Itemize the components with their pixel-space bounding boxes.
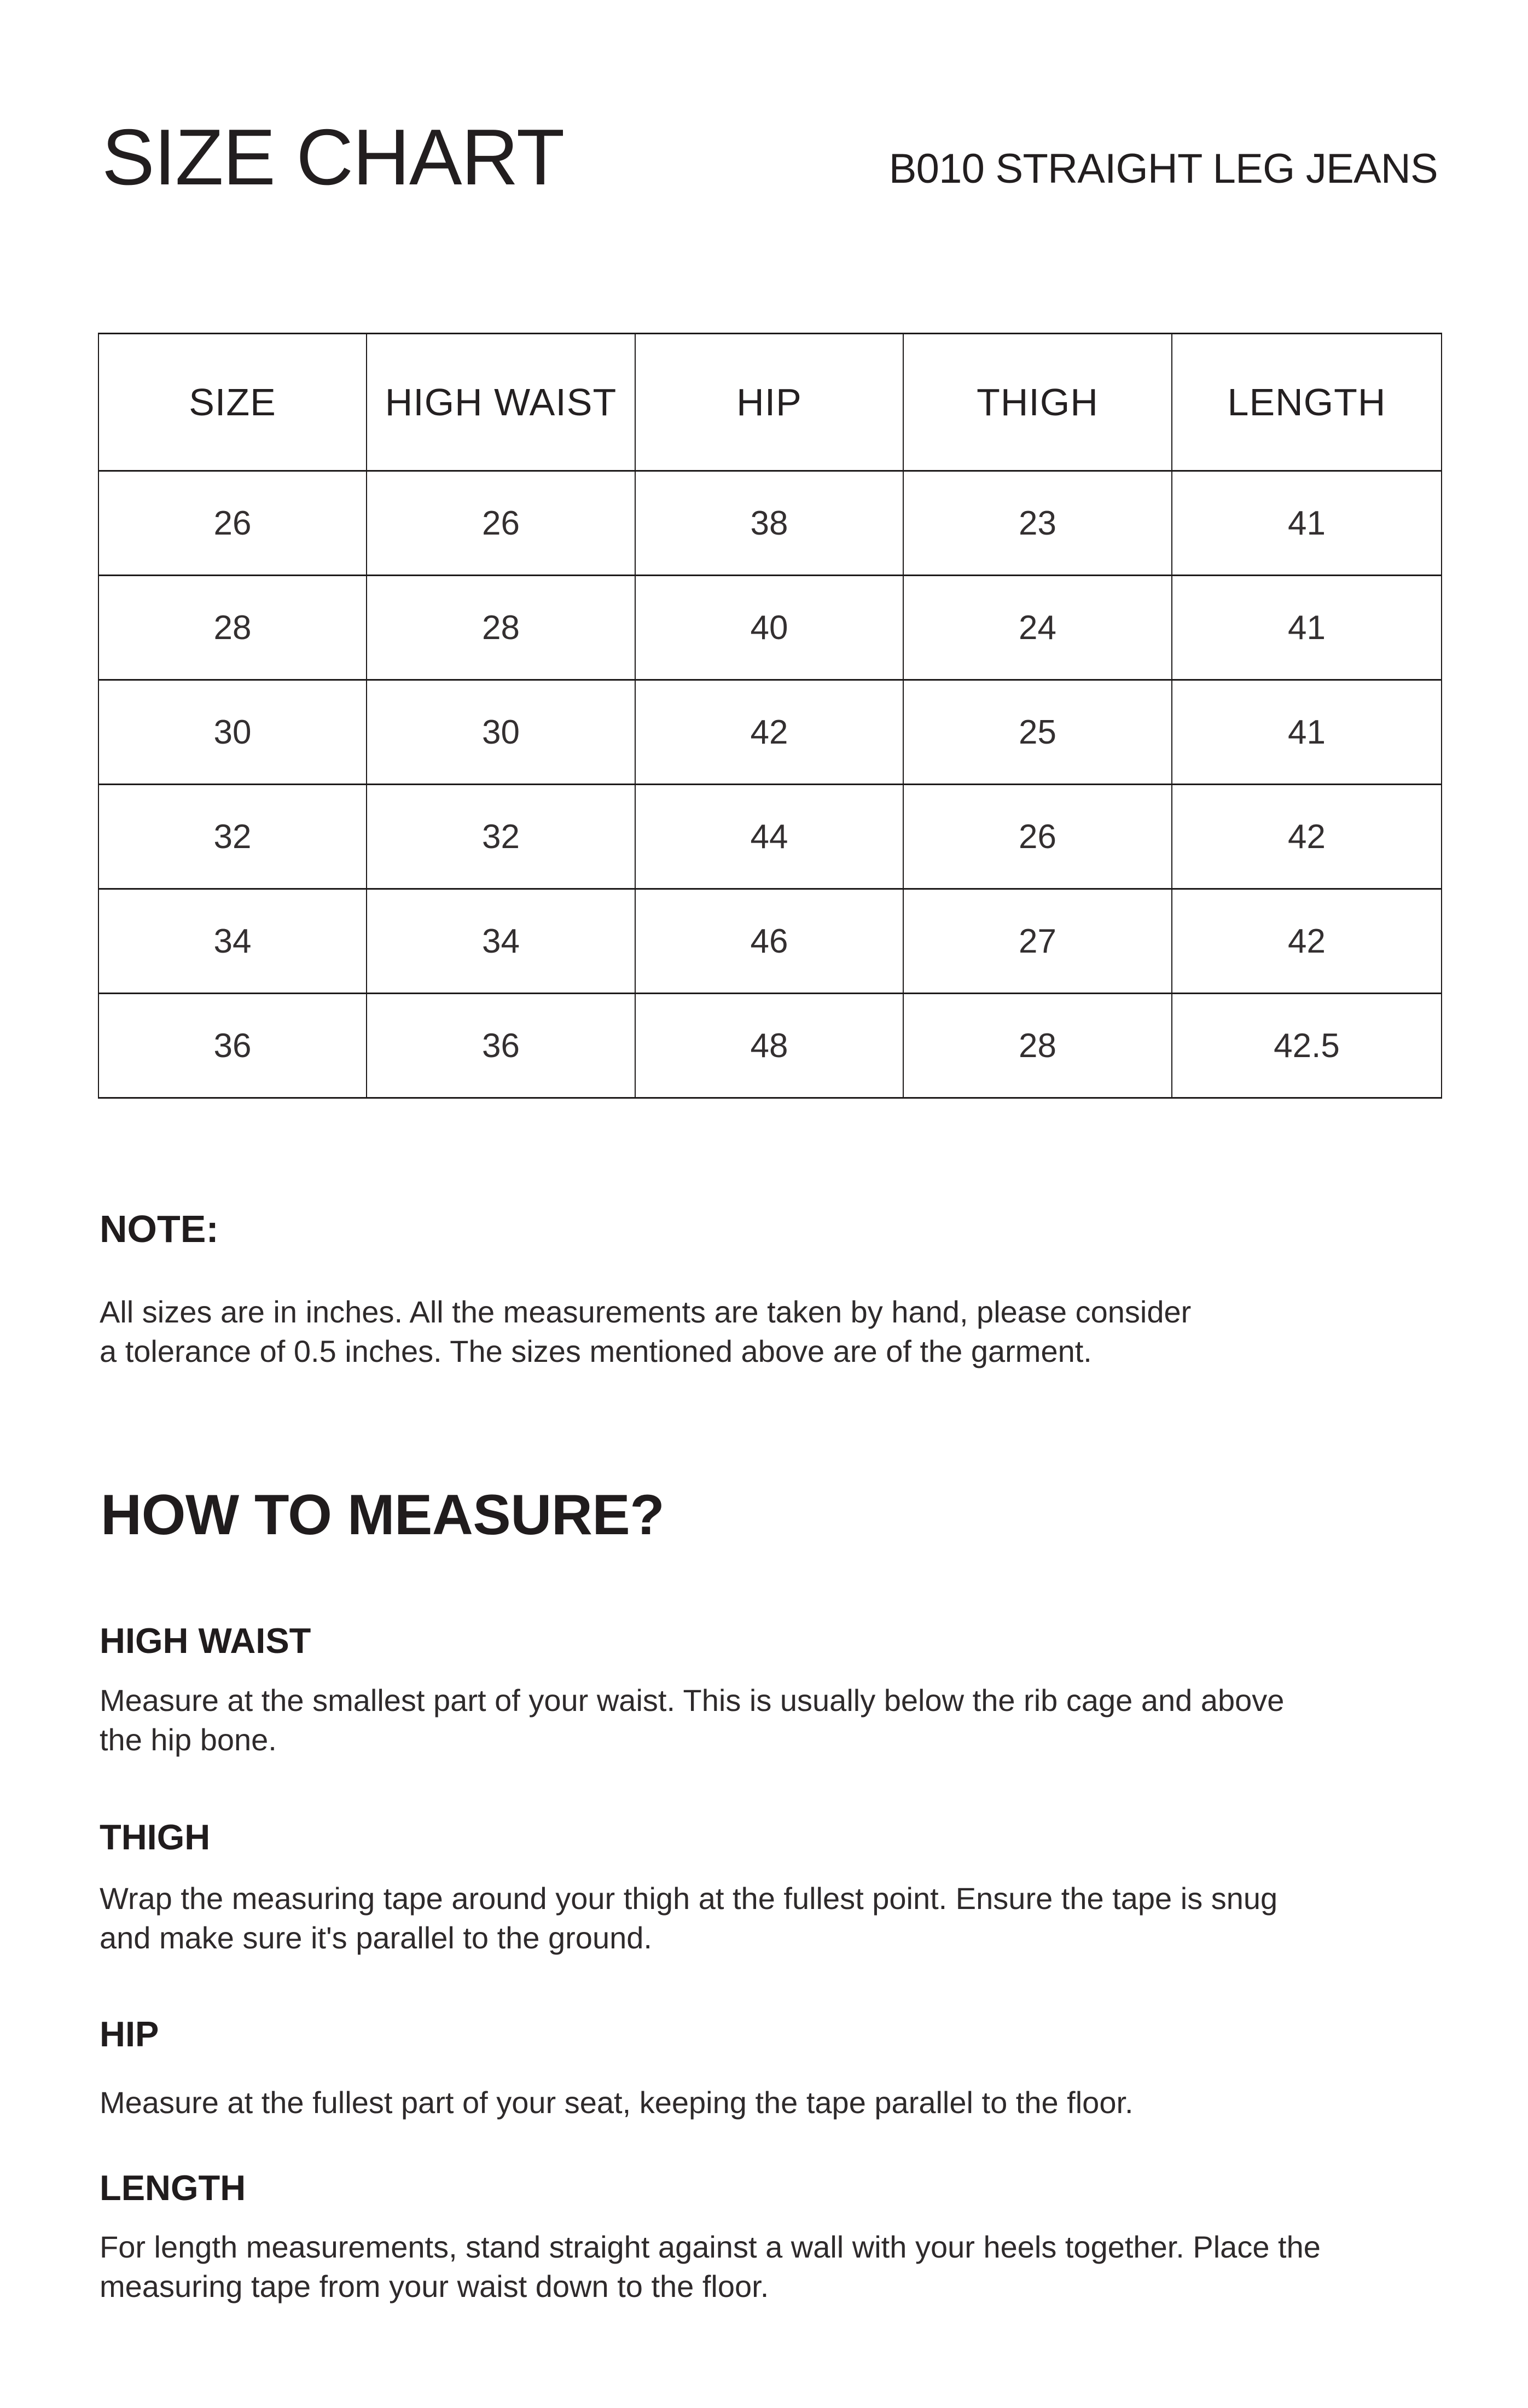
section-heading-high-waist: HIGH WAIST (100, 1621, 311, 1661)
table-row (98, 471, 1442, 576)
high-waist-cell: 36 (367, 994, 635, 1098)
column-header-size: SIZE (98, 334, 367, 471)
length-cell: 41 (1172, 576, 1442, 680)
size-cell: 34 (98, 889, 367, 994)
thigh-cell: 26 (903, 785, 1172, 889)
length-cell: 41 (1172, 471, 1442, 576)
high-waist-cell: 32 (367, 785, 635, 889)
size-cell: 36 (98, 994, 367, 1098)
size-cell: 26 (98, 471, 367, 576)
hip-cell: 40 (635, 576, 903, 680)
size-chart-table (98, 333, 1442, 1099)
thigh-cell: 23 (903, 471, 1172, 576)
section-body-length (100, 2227, 1467, 2306)
length-cell: 42 (1172, 785, 1442, 889)
table-row (98, 889, 1442, 994)
high-waist-cell: 28 (367, 576, 635, 680)
hip-cell: 42 (635, 680, 903, 785)
column-header-length: LENGTH (1172, 334, 1442, 471)
column-header-high-waist: HIGH WAIST (367, 334, 635, 471)
note-line: a tolerance of 0.5 inches. The sizes mentioned above are of the garment. (100, 1334, 1092, 1368)
page-title: SIZE CHART (102, 113, 564, 201)
high-waist-cell: 26 (367, 471, 635, 576)
thigh-cell: 28 (903, 994, 1172, 1098)
section-body-high-waist (100, 1681, 1467, 1760)
product-name: B010 STRAIGHT LEG JEANS (888, 146, 1438, 192)
table-row (98, 785, 1442, 889)
table-row (98, 994, 1442, 1098)
note-text (100, 1292, 1440, 1371)
hip-cell: 38 (635, 471, 903, 576)
thigh-cell: 25 (903, 680, 1172, 785)
how-to-measure-heading: HOW TO MEASURE? (101, 1483, 665, 1547)
section-line: For length measurements, stand straight against a wall with your heels together. Place the (100, 2230, 1321, 2264)
size-cell: 32 (98, 785, 367, 889)
table-row (98, 576, 1442, 680)
column-header-thigh: THIGH (903, 334, 1172, 471)
hip-cell: 46 (635, 889, 903, 994)
section-heading-length: LENGTH (100, 2168, 246, 2208)
length-cell: 41 (1172, 680, 1442, 785)
size-cell: 28 (98, 576, 367, 680)
section-line: Wrap the measuring tape around your thigh at the fullest point. Ensure the tape is snug (100, 1881, 1278, 1916)
section-line: the hip bone. (100, 1722, 277, 1757)
thigh-cell: 24 (903, 576, 1172, 680)
table-header-row (98, 334, 1442, 471)
section-heading-hip: HIP (100, 2014, 159, 2054)
length-cell: 42 (1172, 889, 1442, 994)
note-line: All sizes are in inches. All the measurements are taken by hand, please consider (100, 1295, 1192, 1329)
hip-cell: 48 (635, 994, 903, 1098)
thigh-cell: 27 (903, 889, 1172, 994)
high-waist-cell: 30 (367, 680, 635, 785)
high-waist-cell: 34 (367, 889, 635, 994)
hip-cell: 44 (635, 785, 903, 889)
section-body-hip (100, 2083, 1467, 2122)
size-cell: 30 (98, 680, 367, 785)
note-heading: NOTE: (100, 1208, 219, 1250)
section-line: Measure at the fullest part of your seat, keeping the tape parallel to the floor. (100, 2085, 1134, 2120)
length-cell: 42.5 (1172, 994, 1442, 1098)
table-row (98, 680, 1442, 785)
column-header-hip: HIP (635, 334, 903, 471)
section-line: Measure at the smallest part of your waist. This is usually below the rib cage and above (100, 1683, 1285, 1717)
section-line: and make sure it's parallel to the ground. (100, 1920, 652, 1955)
section-line: measuring tape from your waist down to the floor. (100, 2269, 769, 2303)
section-body-thigh (100, 1879, 1467, 1958)
section-heading-thigh: THIGH (100, 1817, 211, 1857)
